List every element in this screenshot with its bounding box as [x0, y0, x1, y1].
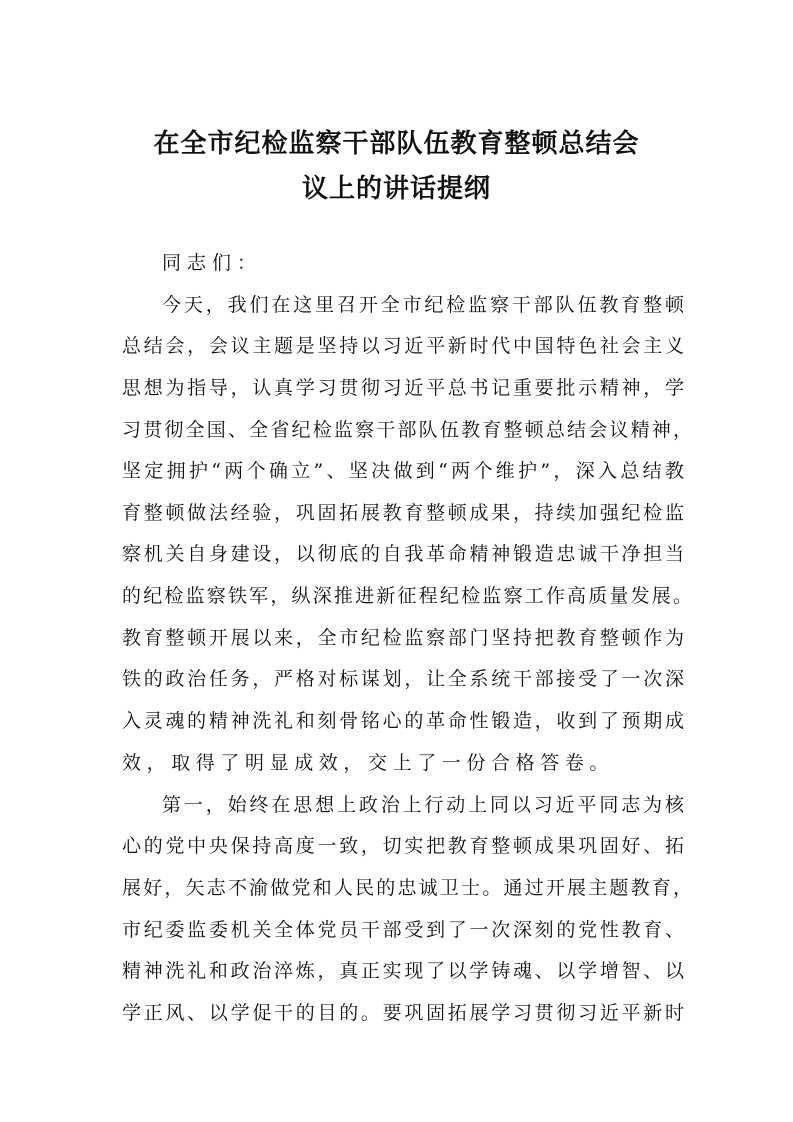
body-line: 效，取得了明显成效，交上了一份合格答卷。 [122, 752, 615, 774]
body-line: 的纪检监察铁军，纵深推进新征程纪检监察工作高质量发展。 [122, 585, 692, 607]
body-line: 心的党中央保持高度一致，切实把教育整顿成果巩固好、拓 [122, 835, 684, 857]
body-line: 教育整顿开展以来，全市纪检监察部门坚持把教育整顿作为 [122, 627, 684, 649]
document-title-line-1: 在全市纪检监察干部队伍教育整顿总结会 [153, 129, 640, 159]
body-line: 展好，矢志不渝做党和人民的忠诚卫士。通过开展主题教育， [122, 877, 692, 899]
body-line: 察机关自身建设，以彻底的自我革命精神锻造忠诚干净担当 [122, 543, 684, 565]
body-line: 总结会，会议主题是坚持以习近平新时代中国特色社会主义 [122, 335, 684, 357]
body-line: 入灵魂的精神洗礼和刻骨铭心的革命性锻造，收到了预期成 [122, 710, 684, 732]
salutation: 同志们： [162, 252, 263, 274]
document-title-line-2: 议上的讲话提纲 [301, 174, 491, 204]
body-line: 思想为指导，认真学习贯彻习近平总书记重要批示精神，学 [122, 377, 684, 399]
body-line: 市纪委监委机关全体党员干部受到了一次深刻的党性教育、 [122, 919, 684, 941]
body-line: 精神洗礼和政治淬炼，真正实现了以学铸魂、以学增智、以 [122, 960, 684, 982]
body-line: 今天，我们在这里召开全市纪检监察干部队伍教育整顿 [162, 294, 684, 316]
body-line: 学正风、以学促干的目的。要巩固拓展学习贯彻习近平新时 [122, 1002, 684, 1024]
body-line: 坚定拥护“两个确立”、坚决做到“两个维护”，深入总结教 [122, 460, 684, 482]
body-line: 第一，始终在思想上政治上行动上同以习近平同志为核 [162, 794, 684, 816]
body-line: 习贯彻全国、全省纪检监察干部队伍教育整顿总结会议精神， [122, 419, 692, 441]
body-line: 铁的政治任务，严格对标谋划，让全系统干部接受了一次深 [122, 668, 684, 690]
body-line: 育整顿做法经验，巩固拓展教育整顿成果，持续加强纪检监 [122, 502, 684, 524]
